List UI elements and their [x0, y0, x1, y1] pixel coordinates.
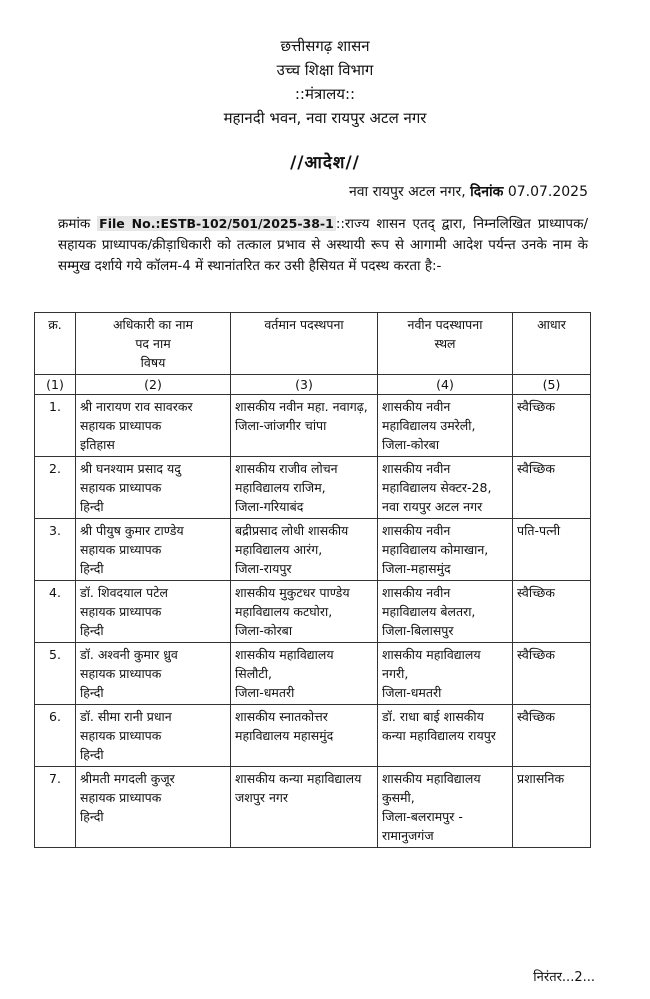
row-officer-line: इतिहास — [80, 437, 115, 452]
row-officer-line: सहायक प्राध्यापक — [80, 542, 162, 557]
row-basis: स्वैच्छिक — [513, 457, 591, 519]
row-officer-line: सहायक प्राध्यापक — [80, 604, 162, 619]
row-current-line: जिला-गरियाबंद — [235, 499, 304, 514]
row-new-line: जिला-बिलासपुर — [382, 623, 454, 638]
row-officer-line: हिन्दी — [80, 499, 104, 514]
row-new-line: डॉ. राधा बाई शासकीय कन्या महाविद्यालय रायपुर — [382, 709, 496, 743]
row-current-line: शासकीय महाविद्यालय सिलौटी, — [235, 647, 334, 681]
row-new-line: जिला-महासमुंद — [382, 561, 451, 576]
row-serial: 5. — [35, 643, 76, 705]
row-new-line: शासकीय नवीन महाविद्यालय बेलतरा, — [382, 585, 476, 619]
row-officer-line: डॉ. अश्वनी कुमार ध्रुव — [80, 647, 178, 662]
row-new-line: जिला-बलरामपुर - रामानुजगंज — [382, 809, 463, 843]
table-row — [35, 457, 591, 519]
table-row — [35, 643, 591, 705]
intro-prefix: क्रमांक — [58, 216, 91, 232]
col-number: (2) — [76, 375, 231, 395]
row-new-line: शासकीय नवीन महाविद्यालय सेक्टर-28, नवा रायपुर अटल नगर — [382, 461, 492, 514]
row-new-line: जिला-धमतरी — [382, 685, 442, 700]
row-serial: 4. — [35, 581, 76, 643]
row-serial: 3. — [35, 519, 76, 581]
col-number: (1) — [35, 375, 76, 395]
row-current — [231, 767, 378, 848]
row-current-line: शासकीय कन्या महाविद्यालय जशपुर नगर — [235, 771, 362, 805]
row-officer-line: श्री नारायण राव सावरकर — [80, 399, 193, 414]
row-basis: स्वैच्छिक — [513, 643, 591, 705]
row-officer-line: श्रीमती मगदली कुजूर — [80, 771, 175, 786]
row-officer — [76, 643, 231, 705]
col-number: (3) — [231, 375, 378, 395]
row-officer-line: सहायक प्राध्यापक — [80, 666, 162, 681]
dateline-date: 07.07.2025 — [507, 184, 588, 200]
row-new — [378, 767, 513, 848]
row-basis: स्वैच्छिक — [513, 581, 591, 643]
intro-paragraph — [58, 213, 588, 277]
row-basis: पति-पत्नी — [513, 519, 591, 581]
row-officer-line: हिन्दी — [80, 747, 104, 762]
row-basis: स्वैच्छिक — [513, 395, 591, 457]
row-basis: स्वैच्छिक — [513, 705, 591, 767]
row-new-line: शासकीय महाविद्यालय नगरी, — [382, 647, 481, 681]
office-address: महानदी भवन, नवा रायपुर अटल नगर — [223, 109, 427, 127]
row-officer-line: डॉ. शिवदयाल पटेल — [80, 585, 169, 600]
row-new — [378, 643, 513, 705]
row-new — [378, 581, 513, 643]
header-current: वर्तमान पदस्थपना — [231, 313, 378, 375]
row-officer-line: सहायक प्राध्यापक — [80, 790, 162, 805]
dateline — [349, 182, 588, 201]
row-officer — [76, 767, 231, 848]
header-officer: अधिकारी का नाम पद नाम विषय — [76, 313, 231, 375]
row-officer-line: सहायक प्राध्यापक — [80, 418, 162, 433]
table-row — [35, 519, 591, 581]
dateline-label: दिनांक — [470, 184, 504, 200]
table-body — [35, 395, 591, 848]
row-officer — [76, 581, 231, 643]
table-header-row — [35, 313, 591, 375]
row-new-line: शासकीय नवीन महाविद्यालय उमरेली, — [382, 399, 476, 433]
table-row — [35, 581, 591, 643]
row-current-line: शासकीय मुकुटधर पाण्डेय महाविद्यालय कटघोरा, — [235, 585, 350, 619]
row-new — [378, 705, 513, 767]
row-officer-line: हिन्दी — [80, 623, 104, 638]
ministry-label: ::मंत्रालय:: — [294, 85, 356, 103]
row-officer — [76, 457, 231, 519]
row-current — [231, 643, 378, 705]
table-row — [35, 395, 591, 457]
row-new-line: शासकीय महाविद्यालय कुसमी, — [382, 771, 481, 805]
row-serial: 2. — [35, 457, 76, 519]
row-new-line: शासकीय नवीन महाविद्यालय कोमाखान, — [382, 523, 489, 557]
row-officer-line: हिन्दी — [80, 685, 104, 700]
row-serial: 6. — [35, 705, 76, 767]
row-officer-line: हिन्दी — [80, 809, 104, 824]
row-current-line: शासकीय नवीन महा. नवागढ़, — [235, 399, 368, 414]
file-number: File No.:ESTB-102/501/2025-38-1 — [99, 216, 334, 231]
table-row — [35, 705, 591, 767]
header-new: नवीन पदस्थापना स्थल — [378, 313, 513, 375]
col-number: (4) — [378, 375, 513, 395]
row-officer — [76, 519, 231, 581]
row-basis: प्रशासनिक — [513, 767, 591, 848]
row-current-line: शासकीय राजीव लोचन महाविद्यालय राजिम, — [235, 461, 338, 495]
row-new — [378, 519, 513, 581]
row-current-line: बद्रीप्रसाद लोधी शासकीय महाविद्यालय आरंग, — [235, 523, 349, 557]
row-officer-line: श्री पीयुष कुमार टाण्डेय — [80, 523, 184, 538]
row-officer-line: सहायक प्राध्यापक — [80, 480, 162, 495]
row-current — [231, 581, 378, 643]
column-number-row — [35, 375, 591, 395]
row-current-line: जिला-कोरबा — [235, 623, 293, 638]
row-current — [231, 457, 378, 519]
dateline-place: नवा रायपुर अटल नगर, — [348, 184, 466, 200]
row-serial: 1. — [35, 395, 76, 457]
header-basis: आधार — [513, 313, 591, 375]
row-current-line: जिला-धमतरी — [235, 685, 295, 700]
department-title: उच्च शिक्षा विभाग — [276, 61, 374, 79]
intro-text: ::राज्य शासन एतद् द्वारा, निम्नलिखित प्राध्यापक/सहायक प्राध्यापक/क्रीड़ाधिकारी को तत्काल प्रभाव से अस्थायी रूप से आगामी आदेश पर्यन्त उनके नाम के सम्मुख दर्शाये गये कॉलम-4 में स्थानांतरित कर उसी हैसियत में पदस्थ करता है:- — [58, 216, 589, 274]
row-officer — [76, 395, 231, 457]
header-sn: क्र. — [35, 313, 76, 375]
col-number: (5) — [513, 375, 591, 395]
transfer-table — [34, 312, 591, 848]
row-current-line: जिला-रायपुर — [235, 561, 292, 576]
row-current — [231, 395, 378, 457]
continued-note: निरंतर...2... — [533, 970, 595, 985]
row-serial: 7. — [35, 767, 76, 848]
row-officer-line: श्री घनश्याम प्रसाद यदु — [80, 461, 181, 476]
govt-title: छत्तीसगढ़ शासन — [280, 37, 370, 55]
row-new-line: जिला-कोरबा — [382, 437, 440, 452]
order-title: //आदेश// — [290, 153, 360, 173]
row-new — [378, 457, 513, 519]
row-current-line: जिला-जांजगीर चांपा — [235, 418, 327, 433]
table-row — [35, 767, 591, 848]
row-officer-line: डॉ. सीमा रानी प्रधान — [80, 709, 172, 724]
row-officer-line: सहायक प्राध्यापक — [80, 728, 162, 743]
row-current — [231, 705, 378, 767]
row-current-line: शासकीय स्नातकोत्तर महाविद्यालय महासमुंद — [235, 709, 334, 743]
row-officer-line: हिन्दी — [80, 561, 104, 576]
row-new — [378, 395, 513, 457]
row-officer — [76, 705, 231, 767]
row-current — [231, 519, 378, 581]
